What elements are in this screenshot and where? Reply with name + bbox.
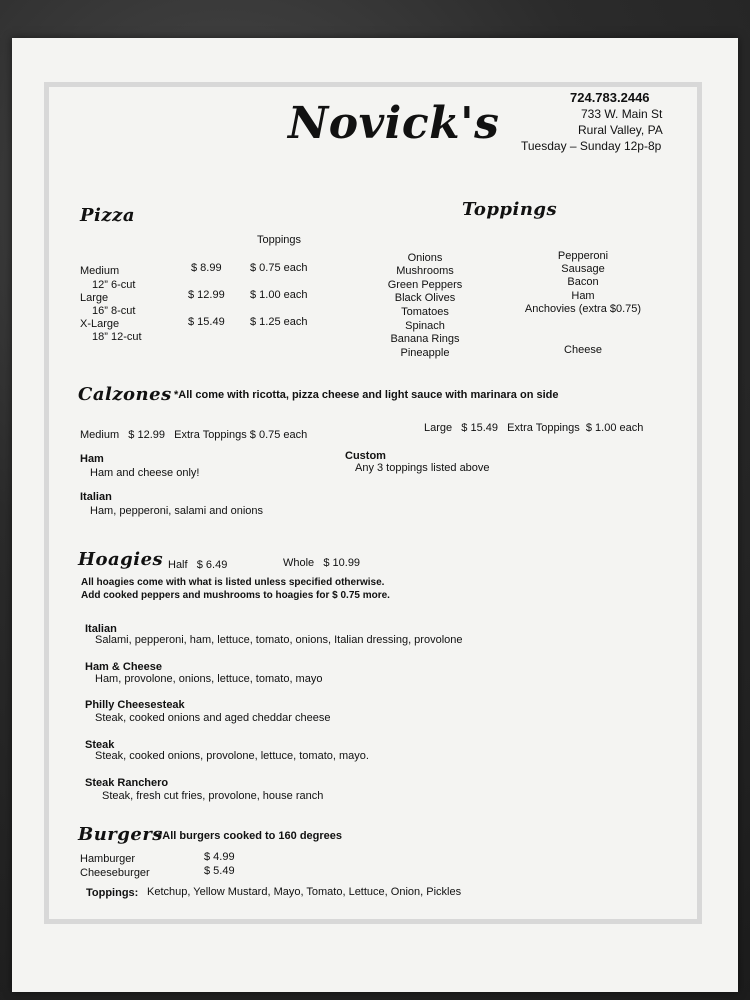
calzones-note: *All come with ricotta, pizza cheese and light sauce with marinara on side <box>174 389 559 401</box>
pizza-topping-price: $ 0.75 each <box>250 262 308 274</box>
topping-item: Sausage <box>561 263 605 275</box>
calzone-desc: Any 3 toppings listed above <box>355 462 490 474</box>
pizza-size-name: Large <box>80 292 109 304</box>
hoagie-whole-price: Whole $ 10.99 <box>283 557 361 569</box>
calzone-name: Italian <box>80 491 112 503</box>
address: 733 W. Main St <box>581 107 663 121</box>
topping-item: Onions <box>407 252 443 264</box>
pizza-size-price: $ 8.99 <box>191 262 222 274</box>
burger-name: Cheeseburger <box>80 867 150 879</box>
hoagie-desc: Steak, cooked onions and aged cheddar cheese <box>95 712 331 724</box>
hoagies-note: All hoagies come with what is listed unless specified otherwise. <box>81 577 385 588</box>
hoagie-name: Ham & Cheese <box>85 661 163 673</box>
pizza-size-detail: 12” 6-cut <box>92 279 136 291</box>
hoagie-name: Italian <box>85 623 117 635</box>
topping-item: Ham <box>571 290 595 302</box>
pizza-size-price: $ 12.99 <box>188 289 225 301</box>
topping-item: Tomatoes <box>401 306 449 318</box>
calzone-name: Custom <box>345 450 386 462</box>
hoagies-heading: Hoagies <box>78 549 164 570</box>
calzone-desc: Ham, pepperoni, salami and onions <box>90 505 264 517</box>
burger-toppings-label: Toppings: <box>86 887 139 899</box>
pizza-size-price: $ 15.49 <box>188 316 225 328</box>
topping-item: Banana Rings <box>390 333 460 345</box>
city: Rural Valley, PA <box>578 123 663 137</box>
pizza-heading: Pizza <box>80 205 135 226</box>
toppings-heading: Toppings <box>462 199 558 220</box>
hoagie-half-price: Half $ 6.49 <box>168 559 228 571</box>
hoagie-name: Steak <box>85 739 115 751</box>
topping-item: Pepperoni <box>557 250 609 262</box>
burger-name: Hamburger <box>80 853 136 865</box>
calzones-heading: Calzones <box>78 384 172 405</box>
burgers-note: *All burgers cooked to 160 degrees <box>158 830 343 842</box>
burger-price: $ 4.99 <box>204 851 235 863</box>
pizza-size-name: Medium <box>80 265 120 277</box>
topping-item: Anchovies (extra $0.75) <box>524 303 642 315</box>
hoagie-name: Philly Cheesesteak <box>85 699 185 711</box>
restaurant-name: Novick's <box>288 98 500 149</box>
hoagie-name: Steak Ranchero <box>85 777 169 789</box>
pizza-size-detail: 16” 8-cut <box>92 305 136 317</box>
pizza-topping-price: $ 1.00 each <box>250 289 308 301</box>
pizza-toppings-label: Toppings <box>257 234 302 246</box>
hoagie-desc: Salami, pepperoni, ham, lettuce, tomato, onions, Italian dressing, provolone <box>95 634 463 646</box>
hoagie-desc: Steak, fresh cut fries, provolone, house ranch <box>102 790 324 802</box>
hoagie-desc: Steak, cooked onions, provolone, lettuce, tomato, mayo. <box>95 750 369 762</box>
topping-item: Bacon <box>567 276 599 288</box>
hoagies-note: Add cooked peppers and mushrooms to hoagies for $ 0.75 more. <box>81 590 390 601</box>
topping-item: Pineapple <box>400 347 450 359</box>
burgers-heading: Burgers <box>78 824 163 845</box>
burger-price: $ 5.49 <box>204 865 235 877</box>
phone-number: 724.783.2446 <box>570 90 650 105</box>
burger-toppings-list: Ketchup, Yellow Mustard, Mayo, Tomato, Lettuce, Onion, Pickles <box>147 886 462 898</box>
hours: Tuesday – Sunday 12p-8p <box>521 139 662 153</box>
topping-item: Mushrooms <box>396 265 454 277</box>
pizza-size-name: X-Large <box>80 318 120 330</box>
topping-item: Black Olives <box>394 292 456 304</box>
calzone-name: Ham <box>80 453 104 465</box>
hoagie-desc: Ham, provolone, onions, lettuce, tomato, mayo <box>95 673 323 685</box>
calzone-desc: Ham and cheese only! <box>90 467 200 479</box>
topping-item-cheese: Cheese <box>564 344 602 356</box>
topping-item: Green Peppers <box>387 279 463 291</box>
topping-item: Spinach <box>405 320 445 332</box>
calzone-medium-price: Medium $ 12.99 Extra Toppings $ 0.75 each <box>80 429 308 441</box>
pizza-size-detail: 18” 12-cut <box>92 331 142 343</box>
pizza-topping-price: $ 1.25 each <box>250 316 308 328</box>
calzone-large-price: Large $ 15.49 Extra Toppings $ 1.00 each <box>424 422 644 434</box>
